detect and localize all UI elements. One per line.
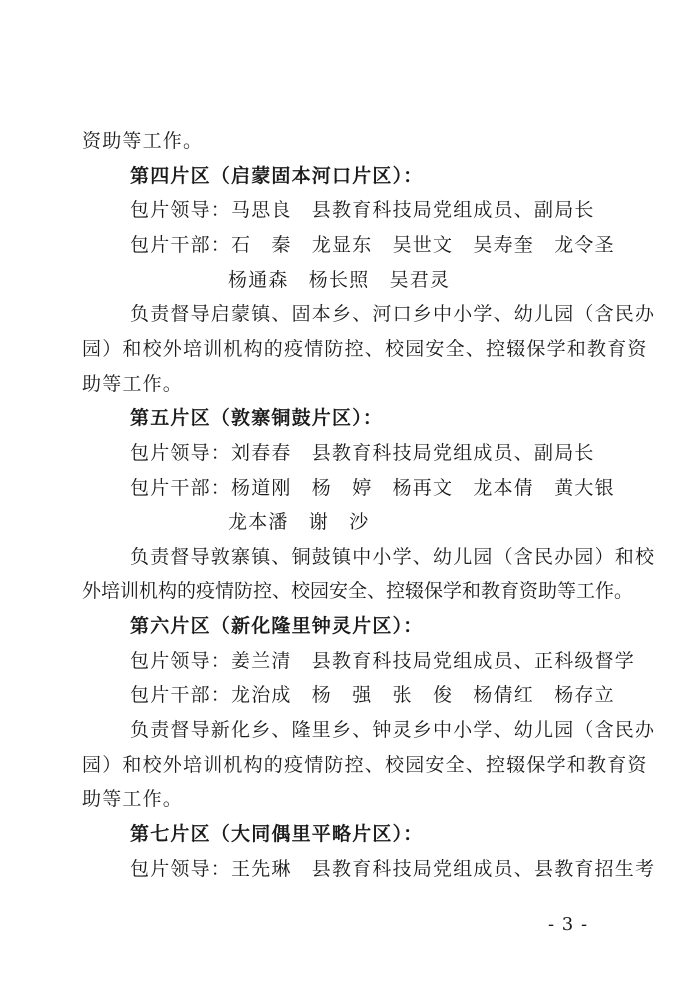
cadre-line: 包片干部：石 秦 龙显东 吴世文 吴寿奎 龙令圣 <box>130 234 615 256</box>
page-number: - 3 - <box>548 914 589 935</box>
body-text-line: 园）和校外培训机构的疫情防控、校园安全、控辍保学和教育资 <box>82 338 648 360</box>
cadre-line: 包片干部：龙治成 杨 强 张 俊 杨倩红 杨存立 <box>130 684 615 706</box>
body-text-line: 负责督导启蒙镇、固本乡、河口乡中小学、幼儿园（含民办 <box>130 303 656 325</box>
leader-line: 包片领导：王先琳 县教育科技局党组成员、县教育招生考 <box>130 858 656 880</box>
leader-line: 包片领导：刘春春 县教育科技局党组成员、副局长 <box>130 442 595 464</box>
leader-line: 包片领导：姜兰清 县教育科技局党组成员、正科级督学 <box>130 650 636 672</box>
section-heading: 第六片区（新化隆里钟灵片区）： <box>130 615 424 637</box>
cadre-line-continued: 龙本潘 谢 沙 <box>228 511 370 533</box>
cadre-line: 包片干部：杨道刚 杨 婷 杨再文 龙本倩 黄大银 <box>130 477 615 499</box>
section-heading: 第五片区（敦寨铜鼓片区）： <box>130 407 384 429</box>
section-heading: 第四片区（启蒙固本河口片区）： <box>130 165 424 187</box>
leader-line: 包片领导：马思良 县教育科技局党组成员、副局长 <box>130 199 595 221</box>
body-text-line: 外培训机构的疫情防控、校园安全、控辍保学和教育资助等工作。 <box>82 580 634 602</box>
body-text-line: 园）和校外培训机构的疫情防控、校园安全、控辍保学和教育资 <box>82 754 648 776</box>
body-text-line: 负责督导新化乡、隆里乡、钟灵乡中小学、幼儿园（含民办 <box>130 719 656 741</box>
section-heading: 第七片区（大同偶里平略片区）： <box>130 823 424 845</box>
cadre-line-continued: 杨通森 杨长照 吴君灵 <box>228 269 451 291</box>
body-text-line: 助等工作。 <box>82 373 184 395</box>
body-text-line: 负责督导敦寨镇、铜鼓镇中小学、幼儿园（含民办园）和校 <box>130 546 656 568</box>
body-text-line: 助等工作。 <box>82 788 184 810</box>
body-text-line: 资助等工作。 <box>82 130 204 152</box>
